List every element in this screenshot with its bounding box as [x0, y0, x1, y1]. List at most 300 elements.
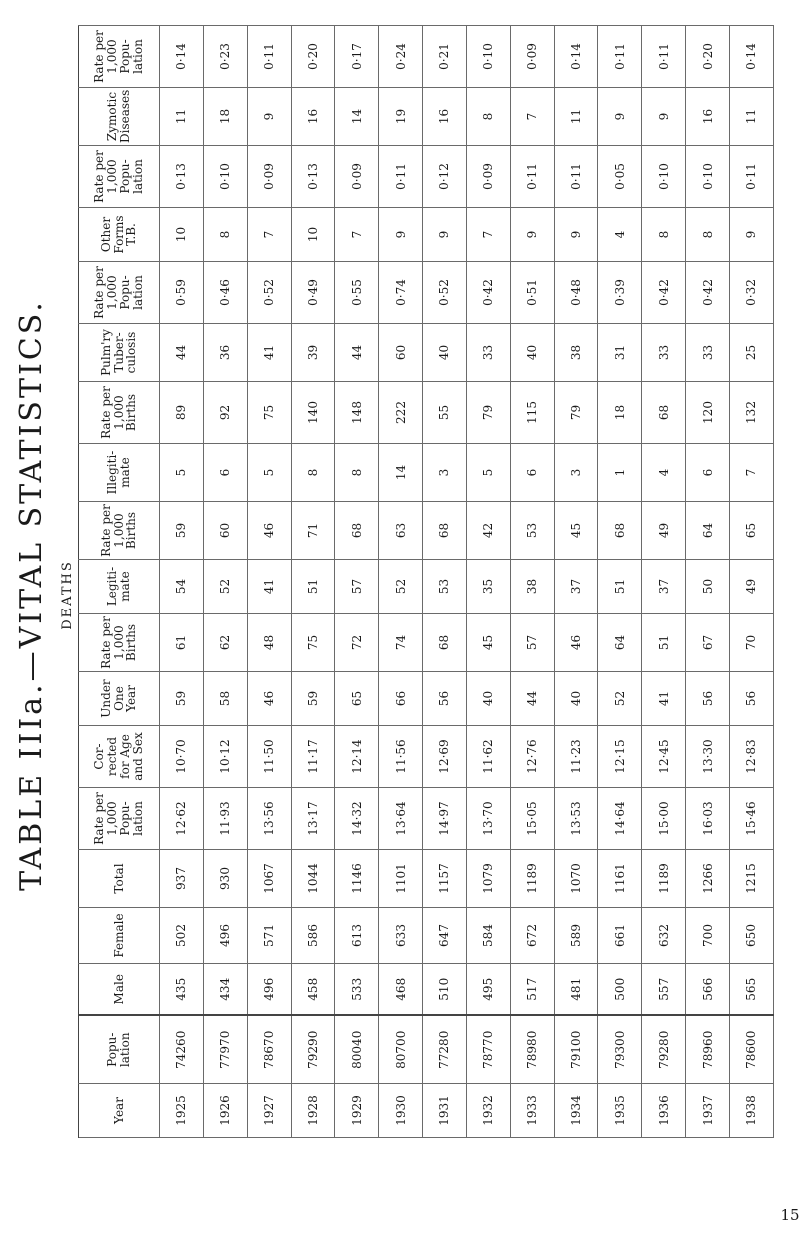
table-cell: 0·52 — [423, 262, 467, 324]
table-cell: 13·17 — [291, 788, 335, 850]
table-cell: 0·14 — [729, 26, 773, 88]
table-cell: 633 — [379, 908, 423, 964]
table-cell: 68 — [642, 382, 686, 444]
table-cell: 0·10 — [686, 146, 730, 208]
table-cell: 13·70 — [466, 788, 510, 850]
table-cell: 13·64 — [379, 788, 423, 850]
table-cell: 16 — [291, 88, 335, 146]
table-cell: 79280 — [642, 1016, 686, 1084]
table-cell: 1931 — [423, 1084, 467, 1138]
table-cell: 1101 — [379, 850, 423, 908]
table-cell: 8 — [291, 444, 335, 502]
table-cell: 468 — [379, 964, 423, 1016]
table-cell: 4 — [642, 444, 686, 502]
table-cell: 6 — [686, 444, 730, 502]
table-cell: 11·62 — [466, 726, 510, 788]
table-cell: 565 — [729, 964, 773, 1016]
table-cell: 0·09 — [335, 146, 379, 208]
table-cell: 1161 — [598, 850, 642, 908]
table-cell: 59 — [160, 502, 204, 560]
column-header: Rate per 1,000 Popu- lation — [79, 262, 160, 324]
table-row — [466, 26, 510, 1138]
table-cell: 79290 — [291, 1016, 335, 1084]
table-cell: 1070 — [554, 850, 598, 908]
table-cell: 65 — [729, 502, 773, 560]
table-cell: 74260 — [160, 1016, 204, 1084]
table-cell: 35 — [466, 560, 510, 614]
table-cell: 0·21 — [423, 26, 467, 88]
table-cell: 16 — [423, 88, 467, 146]
table-cell: 10·70 — [160, 726, 204, 788]
table-cell: 0·10 — [642, 146, 686, 208]
table-cell: 7 — [510, 88, 554, 146]
table-cell: 45 — [466, 614, 510, 672]
table-cell: 1044 — [291, 850, 335, 908]
table-cell: 0·14 — [160, 26, 204, 88]
table-cell: 89 — [160, 382, 204, 444]
table-cell: 12·62 — [160, 788, 204, 850]
table-cell: 1936 — [642, 1084, 686, 1138]
column-header: Rate per 1,000 Popu- lation — [79, 146, 160, 208]
table-cell: 8 — [203, 208, 247, 262]
table-row — [379, 26, 423, 1138]
table-cell: 9 — [423, 208, 467, 262]
table-cell: 72 — [335, 614, 379, 672]
table-cell: 8 — [642, 208, 686, 262]
table-cell: 12·76 — [510, 726, 554, 788]
column-header: Rate per 1,000 Popu- lation — [79, 788, 160, 850]
column-header: Rate per 1,000 Popu- lation — [79, 26, 160, 88]
table-cell: 44 — [160, 324, 204, 382]
table-cell: 77280 — [423, 1016, 467, 1084]
table-row — [642, 26, 686, 1138]
column-header: Under One Year — [79, 672, 160, 726]
table-cell: 0·09 — [247, 146, 291, 208]
table-cell: 9 — [642, 88, 686, 146]
table-cell: 496 — [203, 908, 247, 964]
table-cell: 50 — [686, 560, 730, 614]
table-cell: 8 — [335, 444, 379, 502]
table-cell: 41 — [247, 560, 291, 614]
column-header: Rate per 1,000 Births — [79, 502, 160, 560]
table-cell: 140 — [291, 382, 335, 444]
table-cell: 672 — [510, 908, 554, 964]
table-cell: 12·15 — [598, 726, 642, 788]
table-cell: 1932 — [466, 1084, 510, 1138]
table-cell: 1935 — [598, 1084, 642, 1138]
table-cell: 33 — [642, 324, 686, 382]
table-cell: 52 — [203, 560, 247, 614]
table-cell: 37 — [554, 560, 598, 614]
table-cell: 48 — [247, 614, 291, 672]
table-cell: 46 — [247, 672, 291, 726]
table-cell: 74 — [379, 614, 423, 672]
table-cell: 661 — [598, 908, 642, 964]
table-cell: 14 — [335, 88, 379, 146]
table-cell: 0·11 — [510, 146, 554, 208]
table-cell: 44 — [510, 672, 554, 726]
table-cell: 6 — [510, 444, 554, 502]
table-cell: 517 — [510, 964, 554, 1016]
table-cell: 5 — [160, 444, 204, 502]
table-cell: 613 — [335, 908, 379, 964]
table-cell: 0·13 — [291, 146, 335, 208]
table-cell: 566 — [686, 964, 730, 1016]
table-cell: 0·09 — [510, 26, 554, 88]
table-cell: 0·11 — [247, 26, 291, 88]
table-cell: 0·20 — [686, 26, 730, 88]
table-cell: 0·10 — [466, 26, 510, 88]
table-cell: 7 — [466, 208, 510, 262]
table-cell: 9 — [247, 88, 291, 146]
table-cell: 31 — [598, 324, 642, 382]
table-row — [598, 26, 642, 1138]
table-cell: 15·46 — [729, 788, 773, 850]
table-cell: 14·32 — [335, 788, 379, 850]
table-cell: 10·12 — [203, 726, 247, 788]
table-cell: 4 — [598, 208, 642, 262]
table-cell: 37 — [642, 560, 686, 614]
table-cell: 481 — [554, 964, 598, 1016]
table-cell: 92 — [203, 382, 247, 444]
table-cell: 13·30 — [686, 726, 730, 788]
table-cell: 0·32 — [729, 262, 773, 324]
column-header: Popu- lation — [79, 1016, 160, 1084]
table-cell: 589 — [554, 908, 598, 964]
table-cell: 11·17 — [291, 726, 335, 788]
table-cell: 700 — [686, 908, 730, 964]
table-row — [554, 26, 598, 1138]
table-cell: 60 — [203, 502, 247, 560]
table-cell: 5 — [247, 444, 291, 502]
table-cell: 1157 — [423, 850, 467, 908]
table-cell: 33 — [466, 324, 510, 382]
page-number: 15 — [780, 1206, 800, 1224]
table-cell: 78670 — [247, 1016, 291, 1084]
table-cell: 79 — [554, 382, 598, 444]
table-cell: 80040 — [335, 1016, 379, 1084]
table-cell: 53 — [510, 502, 554, 560]
table-cell: 1189 — [642, 850, 686, 908]
table-cell: 68 — [598, 502, 642, 560]
table-cell: 12·45 — [642, 726, 686, 788]
column-header: Illegiti- mate — [79, 444, 160, 502]
table-cell: 12·69 — [423, 726, 467, 788]
table-cell: 5 — [466, 444, 510, 502]
table-cell: 0·51 — [510, 262, 554, 324]
table-row — [160, 26, 204, 1138]
table-row — [203, 26, 247, 1138]
table-cell: 49 — [729, 560, 773, 614]
column-header: Rate per 1,000 Births — [79, 614, 160, 672]
table-cell: 11·23 — [554, 726, 598, 788]
table-cell: 0·11 — [642, 26, 686, 88]
table-cell: 40 — [423, 324, 467, 382]
table-cell: 51 — [598, 560, 642, 614]
table-cell: 0·42 — [686, 262, 730, 324]
table-title: TABLE IIIa.—VITAL STATISTICS. — [14, 299, 49, 891]
table-cell: 0·20 — [291, 26, 335, 88]
table-cell: 11·93 — [203, 788, 247, 850]
table-cell: 1067 — [247, 850, 291, 908]
table-cell: 78770 — [466, 1016, 510, 1084]
table-cell: 0·13 — [160, 146, 204, 208]
table-cell: 19 — [379, 88, 423, 146]
table-cell: 61 — [160, 614, 204, 672]
table-cell: 77970 — [203, 1016, 247, 1084]
table-cell: 1189 — [510, 850, 554, 908]
table-cell: 0·09 — [466, 146, 510, 208]
table-cell: 1 — [598, 444, 642, 502]
table-cell: 0·11 — [729, 146, 773, 208]
table-cell: 1925 — [160, 1084, 204, 1138]
table-cell: 54 — [160, 560, 204, 614]
table-cell: 0·59 — [160, 262, 204, 324]
table-cell: 937 — [160, 850, 204, 908]
table-cell: 1266 — [686, 850, 730, 908]
table-cell: 0·46 — [203, 262, 247, 324]
table-cell: 7 — [729, 444, 773, 502]
header-row — [79, 26, 160, 1138]
table-cell: 1215 — [729, 850, 773, 908]
table-cell: 0·23 — [203, 26, 247, 88]
table-cell: 79100 — [554, 1016, 598, 1084]
table-row — [686, 26, 730, 1138]
table-cell: 13·56 — [247, 788, 291, 850]
table-cell: 1933 — [510, 1084, 554, 1138]
table-row — [729, 26, 773, 1138]
table-cell: 75 — [291, 614, 335, 672]
table-cell: 68 — [423, 614, 467, 672]
table-cell: 0·17 — [335, 26, 379, 88]
table-cell: 39 — [291, 324, 335, 382]
table-cell: 40 — [510, 324, 554, 382]
table-cell: 66 — [379, 672, 423, 726]
table-cell: 40 — [554, 672, 598, 726]
table-cell: 0·52 — [247, 262, 291, 324]
table-cell: 1146 — [335, 850, 379, 908]
table-cell: 58 — [203, 672, 247, 726]
table-row — [423, 26, 467, 1138]
table-body — [160, 26, 774, 1138]
table-cell: 55 — [423, 382, 467, 444]
table-cell: 930 — [203, 850, 247, 908]
table-cell: 18 — [598, 382, 642, 444]
table-cell: 11 — [554, 88, 598, 146]
table-cell: 0·14 — [554, 26, 598, 88]
table-cell: 38 — [554, 324, 598, 382]
table-cell: 7 — [335, 208, 379, 262]
table-cell: 6 — [203, 444, 247, 502]
table-cell: 78980 — [510, 1016, 554, 1084]
table-cell: 70 — [729, 614, 773, 672]
table-cell: 7 — [247, 208, 291, 262]
table-cell: 11 — [160, 88, 204, 146]
table-cell: 9 — [510, 208, 554, 262]
table-cell: 57 — [335, 560, 379, 614]
table-cell: 1938 — [729, 1084, 773, 1138]
table-cell: 15·05 — [510, 788, 554, 850]
table-cell: 38 — [510, 560, 554, 614]
table-cell: 557 — [642, 964, 686, 1016]
table-cell: 1928 — [291, 1084, 335, 1138]
table-cell: 434 — [203, 964, 247, 1016]
table-cell: 3 — [554, 444, 598, 502]
table-cell: 1929 — [335, 1084, 379, 1138]
table-cell: 75 — [247, 382, 291, 444]
table-cell: 53 — [423, 560, 467, 614]
table-cell: 14·97 — [423, 788, 467, 850]
table-cell: 59 — [291, 672, 335, 726]
table-cell: 0·39 — [598, 262, 642, 324]
column-header: Cor- rected for Age and Sex — [79, 726, 160, 788]
table-cell: 435 — [160, 964, 204, 1016]
table-cell: 49 — [642, 502, 686, 560]
table-cell: 650 — [729, 908, 773, 964]
table-cell: 0·11 — [379, 146, 423, 208]
table-row — [510, 26, 554, 1138]
table-cell: 56 — [686, 672, 730, 726]
table-cell: 14·64 — [598, 788, 642, 850]
table-cell: 36 — [203, 324, 247, 382]
table-cell: 9 — [554, 208, 598, 262]
table-cell: 56 — [729, 672, 773, 726]
table-cell: 586 — [291, 908, 335, 964]
table-cell: 67 — [686, 614, 730, 672]
table-cell: 41 — [247, 324, 291, 382]
table-cell: 12·14 — [335, 726, 379, 788]
table-cell: 120 — [686, 382, 730, 444]
table-cell: 11·50 — [247, 726, 291, 788]
table-cell: 8 — [466, 88, 510, 146]
table-cell: 42 — [466, 502, 510, 560]
table-cell: 79 — [466, 382, 510, 444]
table-cell: 46 — [554, 614, 598, 672]
table-cell: 222 — [379, 382, 423, 444]
table-cell: 1937 — [686, 1084, 730, 1138]
table-cell: 571 — [247, 908, 291, 964]
column-header: Other Forms T.B. — [79, 208, 160, 262]
table-cell: 1930 — [379, 1084, 423, 1138]
table-cell: 0·55 — [335, 262, 379, 324]
table-cell: 12·83 — [729, 726, 773, 788]
table-cell: 46 — [247, 502, 291, 560]
table-cell: 9 — [729, 208, 773, 262]
table-cell: 59 — [160, 672, 204, 726]
table-cell: 132 — [729, 382, 773, 444]
table-cell: 14 — [379, 444, 423, 502]
table-cell: 25 — [729, 324, 773, 382]
table-cell: 0·74 — [379, 262, 423, 324]
table-cell: 647 — [423, 908, 467, 964]
vital-statistics-table — [78, 25, 774, 1138]
table-cell: 52 — [379, 560, 423, 614]
table-cell: 41 — [642, 672, 686, 726]
table-cell: 15·00 — [642, 788, 686, 850]
table-cell: 115 — [510, 382, 554, 444]
table-cell: 0·10 — [203, 146, 247, 208]
table-cell: 9 — [598, 88, 642, 146]
table-cell: 0·11 — [598, 26, 642, 88]
table-cell: 68 — [335, 502, 379, 560]
table-cell: 16·03 — [686, 788, 730, 850]
table-cell: 52 — [598, 672, 642, 726]
table-cell: 68 — [423, 502, 467, 560]
table-cell: 78600 — [729, 1016, 773, 1084]
table-cell: 0·48 — [554, 262, 598, 324]
table-cell: 62 — [203, 614, 247, 672]
table-cell: 10 — [160, 208, 204, 262]
table-cell: 57 — [510, 614, 554, 672]
table-cell: 8 — [686, 208, 730, 262]
table-cell: 64 — [686, 502, 730, 560]
table-cell: 1927 — [247, 1084, 291, 1138]
table-cell: 16 — [686, 88, 730, 146]
table-cell: 78960 — [686, 1016, 730, 1084]
table-cell: 496 — [247, 964, 291, 1016]
table-cell: 79300 — [598, 1016, 642, 1084]
table-cell: 0·12 — [423, 146, 467, 208]
table-cell: 64 — [598, 614, 642, 672]
table-subtitle: DEATHS — [60, 560, 75, 630]
table-cell: 148 — [335, 382, 379, 444]
table-cell: 51 — [291, 560, 335, 614]
column-header: Legiti- mate — [79, 560, 160, 614]
table-cell: 632 — [642, 908, 686, 964]
column-header: Pulm'ry Tuber- culosis — [79, 324, 160, 382]
table-row — [247, 26, 291, 1138]
column-header: Male — [79, 964, 160, 1016]
table-cell: 0·49 — [291, 262, 335, 324]
table-cell: 0·05 — [598, 146, 642, 208]
table-cell: 1934 — [554, 1084, 598, 1138]
table-cell: 40 — [466, 672, 510, 726]
table-cell: 13·53 — [554, 788, 598, 850]
table-cell: 33 — [686, 324, 730, 382]
table-cell: 0·42 — [642, 262, 686, 324]
table-cell: 0·11 — [554, 146, 598, 208]
table-cell: 0·24 — [379, 26, 423, 88]
column-header: Female — [79, 908, 160, 964]
table-cell: 3 — [423, 444, 467, 502]
column-header: Zymotic Diseases — [79, 88, 160, 146]
table-cell: 56 — [423, 672, 467, 726]
table-row — [291, 26, 335, 1138]
table-cell: 60 — [379, 324, 423, 382]
table-cell: 500 — [598, 964, 642, 1016]
table-cell: 458 — [291, 964, 335, 1016]
table-row — [335, 26, 379, 1138]
table-cell: 1926 — [203, 1084, 247, 1138]
table-cell: 71 — [291, 502, 335, 560]
table-cell: 51 — [642, 614, 686, 672]
table-cell: 80700 — [379, 1016, 423, 1084]
column-header: Year — [79, 1084, 160, 1138]
table-cell: 9 — [379, 208, 423, 262]
table-cell: 18 — [203, 88, 247, 146]
table-cell: 1079 — [466, 850, 510, 908]
table-cell: 11·56 — [379, 726, 423, 788]
column-header: Rate per 1,000 Births — [79, 382, 160, 444]
table-cell: 10 — [291, 208, 335, 262]
table-cell: 45 — [554, 502, 598, 560]
table-cell: 0·42 — [466, 262, 510, 324]
column-header: Total — [79, 850, 160, 908]
table-cell: 65 — [335, 672, 379, 726]
table-cell: 502 — [160, 908, 204, 964]
table-cell: 495 — [466, 964, 510, 1016]
table-cell: 510 — [423, 964, 467, 1016]
